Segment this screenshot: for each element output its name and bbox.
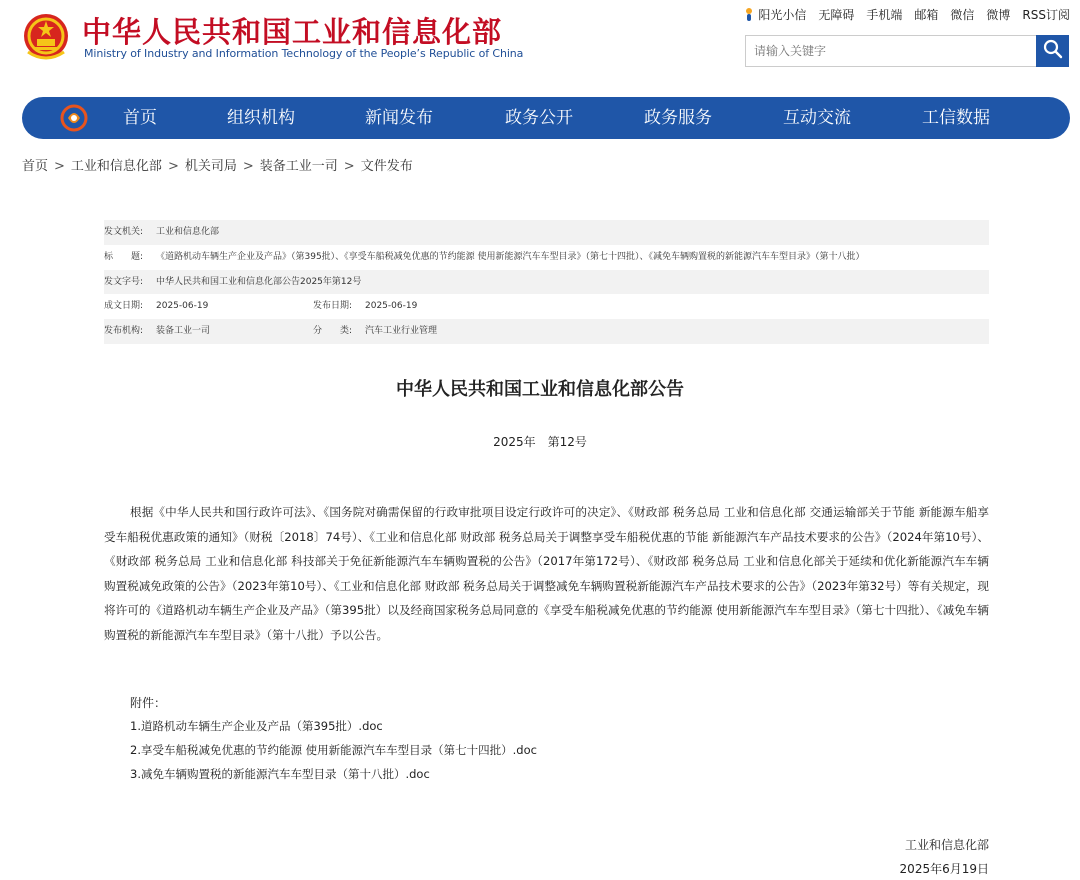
meta-label: 发文机关: bbox=[104, 227, 144, 237]
nav-item-gov-affairs[interactable]: 政务公开 bbox=[505, 108, 573, 128]
meta-row-doc-no bbox=[104, 270, 989, 295]
meta-category: 汽车工业行业管理 bbox=[365, 326, 438, 337]
meta-label: 成文日期: bbox=[104, 301, 144, 312]
top-link-sunshine[interactable] bbox=[743, 6, 806, 23]
top-link-wechat[interactable]: 微信 bbox=[950, 8, 975, 22]
breadcrumb-separator: > bbox=[54, 159, 65, 174]
meta-publish-date: 2025-06-19 bbox=[365, 301, 418, 312]
nav-item-gov-services[interactable]: 政务服务 bbox=[644, 108, 712, 128]
breadcrumb-item-equipment-dept[interactable]: 装备工业一司 bbox=[259, 159, 338, 174]
breadcrumb-separator: > bbox=[343, 159, 355, 174]
top-link-label: 阳光小信 bbox=[758, 8, 807, 22]
meta-row-title bbox=[104, 245, 989, 270]
attachment-link[interactable]: 2.享受车船税减免优惠的节约能源 使用新能源汽车车型目录（第七十四批）.doc bbox=[130, 743, 537, 757]
top-link-accessibility[interactable]: 无障碍 bbox=[818, 8, 855, 22]
sunshine-icon bbox=[743, 7, 755, 21]
breadcrumb-separator: > bbox=[242, 159, 254, 174]
breadcrumb-item-home[interactable]: 首页 bbox=[22, 159, 49, 174]
meta-label: 标 题: bbox=[104, 251, 144, 262]
nav-item-data[interactable]: 工信数据 bbox=[922, 108, 990, 128]
miit-logo-icon[interactable] bbox=[60, 104, 88, 132]
nav-item-news[interactable]: 新闻发布 bbox=[365, 108, 433, 128]
search-input[interactable] bbox=[746, 36, 1036, 66]
meta-row-dates bbox=[104, 294, 989, 319]
site-header bbox=[0, 0, 1080, 90]
breadcrumb-item-documents[interactable]: 文件发布 bbox=[360, 159, 413, 174]
top-link-rss[interactable]: RSS订阅 bbox=[1022, 8, 1070, 22]
national-emblem-icon[interactable] bbox=[22, 12, 70, 62]
meta-title: 《道路机动车辆生产企业及产品》（第395批）、《享受车船税减免优惠的节约能源 使用新能源汽车车型目录》（第七十四批）、《减免车辆购置税的新能源汽车车型目录》（第十八批） bbox=[156, 251, 865, 262]
meta-label: 发布日期: bbox=[313, 301, 353, 312]
nav-item-organization[interactable]: 组织机构 bbox=[227, 108, 295, 128]
breadcrumb-item-ministry[interactable]: 工业和信息化部 bbox=[70, 159, 162, 174]
meta-row-publisher bbox=[104, 319, 989, 344]
main-nav bbox=[22, 97, 1070, 139]
top-link-email[interactable]: 邮箱 bbox=[914, 8, 939, 22]
attachment-link[interactable]: 3.减免车辆购置税的新能源汽车车型目录（第十八批）.doc bbox=[130, 767, 430, 781]
sign-date: 2025年6月19日 bbox=[899, 862, 989, 876]
attachment-link[interactable]: 1.道路机动车辆生产企业及产品（第395批）.doc bbox=[130, 719, 383, 733]
meta-label: 发文字号: bbox=[104, 276, 144, 287]
document-title: 中华人民共和国工业和信息化部公告 bbox=[396, 379, 684, 400]
attachments-label: 附件： bbox=[130, 696, 167, 710]
meta-doc-no: 中华人民共和国工业和信息化部公告2025年第12号 bbox=[156, 276, 362, 287]
meta-issuer: 工业和信息化部 bbox=[156, 227, 220, 237]
top-links bbox=[743, 6, 1070, 23]
signature: 工业和信息化部 bbox=[904, 838, 989, 852]
document-number: 2025年 第12号 bbox=[493, 435, 587, 449]
meta-row-issuer bbox=[104, 220, 989, 245]
document-body: 根据《中华人民共和国行政许可法》、《国务院对确需保留的行政审批项目设定行政许可的决定》、《财政部 税务总局 工业和信息化部 交通运输部关于节能 新能源车船享受车船税优惠政策的通知》（财税〔2018〕74号）、《工业和信息化部 财政部 税务总局关于调整享受车船税优惠的节能 新能源汽车产品技术要求的公告》（2024年第10号）、《财政部 税务总局 工业和信息化部 科技部关于免征新能源汽车车辆购置税的公告》（2017年第172号）、《财政部 税务总局 工业和信息化部关于延续和优化新能源汽车车辆购置税减免政策的公告》（2023年第10号）、《工业和信息化部 财政部 税务总局关于调整减免车辆购置税新能源汽车产品技术要求的公告》（2023年第32号）等有关规定，现将许可的《道路机动车辆生产企业及产品》（第395批）以及经商国家税务总局同意的《享受车船税减免优惠的节约能源 使用新能源汽车车型目录》（第七十四批）、《减免车辆购置税的新能源汽车车型目录》（第十八批）予以公告。 bbox=[104, 505, 990, 642]
top-link-mobile[interactable]: 手机端 bbox=[866, 8, 903, 22]
breadcrumb-item-departments[interactable]: 机关司局 bbox=[184, 159, 237, 174]
document-meta-table bbox=[104, 220, 989, 344]
meta-publisher: 装备工业一司 bbox=[156, 326, 211, 337]
search-box bbox=[745, 35, 1069, 67]
meta-written-date: 2025-06-19 bbox=[156, 301, 209, 312]
breadcrumb-separator: > bbox=[167, 159, 179, 174]
site-title-en[interactable]: Ministry of Industry and Information Technology of the People’s Republic of China bbox=[84, 47, 524, 60]
breadcrumb bbox=[22, 155, 413, 174]
meta-label: 发布机构: bbox=[104, 326, 144, 337]
top-link-weibo[interactable]: 微博 bbox=[986, 8, 1011, 22]
nav-item-interaction[interactable]: 互动交流 bbox=[783, 108, 851, 128]
search-button[interactable] bbox=[1036, 35, 1069, 67]
nav-item-home[interactable]: 首页 bbox=[123, 108, 157, 128]
meta-label: 分 类: bbox=[313, 326, 353, 337]
site-title-cn[interactable]: 中华人民共和国工业和信息化部 bbox=[82, 15, 503, 49]
search-icon bbox=[1043, 39, 1063, 63]
